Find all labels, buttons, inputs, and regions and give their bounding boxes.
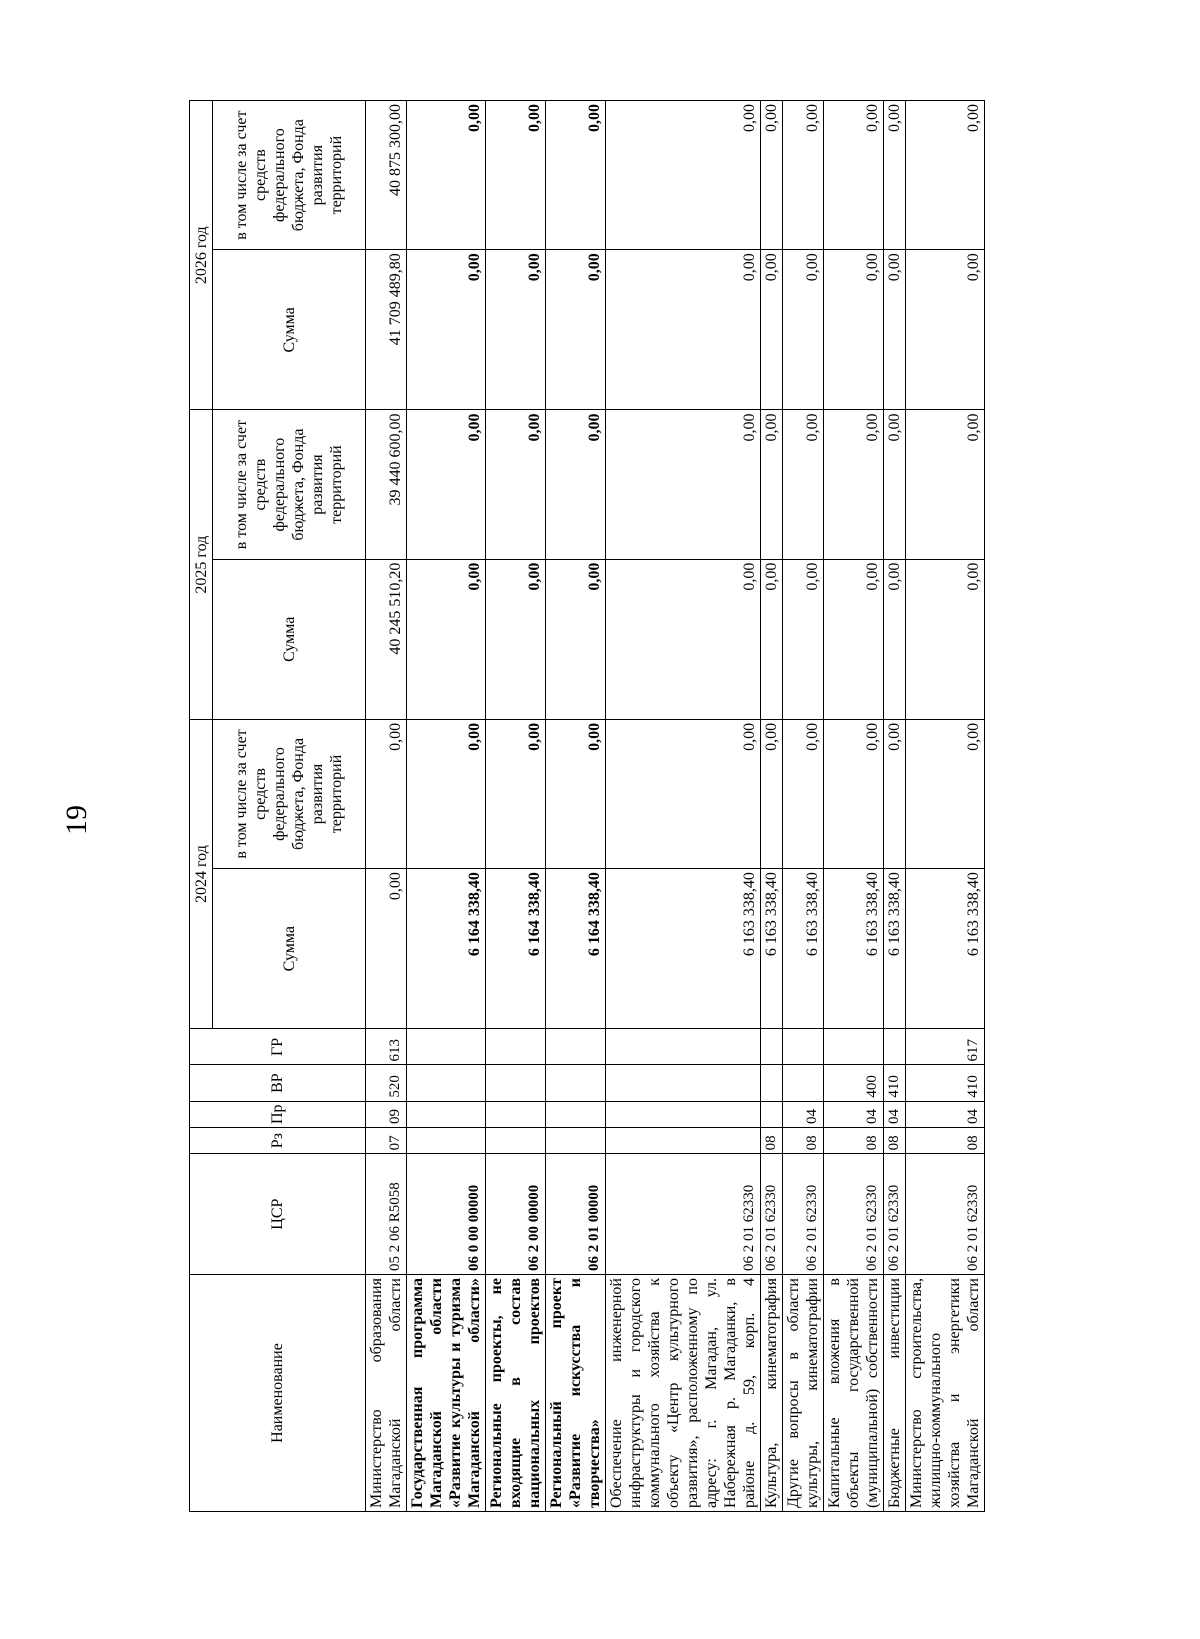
federal-2024-cell: 0,00 bbox=[824, 719, 884, 868]
rz-cell bbox=[546, 1128, 606, 1154]
federal-2026-cell: 40 875 300,00 bbox=[366, 101, 407, 250]
header-incl-2025: в том числе за счет средств федерального бюджета, Фонда развития территорий bbox=[213, 410, 366, 559]
federal-2025-cell: 0,00 bbox=[606, 410, 761, 559]
gr-cell bbox=[407, 1029, 486, 1065]
federal-2025-cell: 0,00 bbox=[761, 410, 783, 559]
name-cell: Культура, кинематография bbox=[761, 1275, 783, 1512]
sum-2024-cell: 6 163 338,40 bbox=[761, 869, 783, 1029]
pr-cell: 04 bbox=[884, 1101, 906, 1127]
sum-2026-cell: 0,00 bbox=[824, 250, 884, 410]
pr-cell bbox=[761, 1101, 783, 1127]
gr-cell bbox=[761, 1029, 783, 1065]
federal-2025-cell: 39 440 600,00 bbox=[366, 410, 407, 559]
header-name: Наименование bbox=[190, 1275, 366, 1512]
federal-2026-cell: 0,00 bbox=[906, 101, 985, 250]
federal-2024-cell: 0,00 bbox=[761, 719, 783, 868]
budget-table-rotated bbox=[189, 100, 1066, 1512]
gr-cell bbox=[606, 1029, 761, 1065]
vr-cell bbox=[783, 1065, 824, 1101]
federal-2025-cell: 0,00 bbox=[783, 410, 824, 559]
pr-cell: 04 bbox=[824, 1101, 884, 1127]
sum-2025-cell: 0,00 bbox=[761, 559, 783, 719]
name-cell: Капитальные вложения в объекты государственной (муниципальной) собственности bbox=[824, 1275, 884, 1512]
header-incl-2026: в том числе за счет средств федерального бюджета, Фонда развития территорий bbox=[213, 101, 366, 250]
header-year-2026: 2026 год bbox=[190, 101, 213, 410]
table-row bbox=[824, 101, 884, 1512]
vr-cell: 520 bbox=[366, 1065, 407, 1101]
vr-cell bbox=[761, 1065, 783, 1101]
federal-2024-cell: 0,00 bbox=[783, 719, 824, 868]
gr-cell bbox=[884, 1029, 906, 1065]
federal-2024-cell: 0,00 bbox=[366, 719, 407, 868]
sum-2026-cell: 41 709 489,80 bbox=[366, 250, 407, 410]
csr-cell: 06 0 00 00000 bbox=[407, 1154, 486, 1275]
csr-cell: 06 2 01 62330 bbox=[783, 1154, 824, 1275]
federal-2026-cell: 0,00 bbox=[407, 101, 486, 250]
sum-2024-cell: 6 163 338,40 bbox=[606, 869, 761, 1029]
sum-2024-cell: 6 163 338,40 bbox=[884, 869, 906, 1029]
table-row bbox=[546, 101, 606, 1512]
header-year-2025: 2025 год bbox=[190, 410, 213, 719]
name-cell: Региональные проекты, не входящие в состав национальных проектов bbox=[486, 1275, 546, 1512]
vr-cell: 400 bbox=[824, 1065, 884, 1101]
table-row bbox=[407, 101, 486, 1512]
federal-2025-cell: 0,00 bbox=[486, 410, 546, 559]
csr-cell: 05 2 06 R5058 bbox=[366, 1154, 407, 1275]
pr-cell: 04 bbox=[783, 1101, 824, 1127]
sum-2026-cell: 0,00 bbox=[606, 250, 761, 410]
federal-2026-cell: 0,00 bbox=[486, 101, 546, 250]
gr-cell bbox=[783, 1029, 824, 1065]
table-row bbox=[366, 101, 407, 1512]
sum-2025-cell: 0,00 bbox=[884, 559, 906, 719]
federal-2024-cell: 0,00 bbox=[884, 719, 906, 868]
csr-cell: 06 2 01 00000 bbox=[546, 1154, 606, 1275]
pr-cell bbox=[486, 1101, 546, 1127]
gr-cell bbox=[486, 1029, 546, 1065]
federal-2026-cell: 0,00 bbox=[783, 101, 824, 250]
federal-2024-cell: 0,00 bbox=[546, 719, 606, 868]
header-csr: ЦСР bbox=[190, 1154, 366, 1275]
pr-cell bbox=[546, 1101, 606, 1127]
header-rz: Рз bbox=[190, 1128, 366, 1154]
federal-2025-cell: 0,00 bbox=[906, 410, 985, 559]
sum-2026-cell: 0,00 bbox=[407, 250, 486, 410]
csr-cell: 06 2 00 00000 bbox=[486, 1154, 546, 1275]
rz-cell: 08 bbox=[761, 1128, 783, 1154]
federal-2024-cell: 0,00 bbox=[486, 719, 546, 868]
sum-2024-cell: 6 163 338,40 bbox=[906, 869, 985, 1029]
sum-2024-cell: 6 164 338,40 bbox=[486, 869, 546, 1029]
federal-2025-cell: 0,00 bbox=[824, 410, 884, 559]
rz-cell: 08 bbox=[884, 1128, 906, 1154]
vr-cell: 410 bbox=[906, 1065, 985, 1101]
rz-cell bbox=[606, 1128, 761, 1154]
sum-2024-cell: 0,00 bbox=[366, 869, 407, 1029]
table-row bbox=[486, 101, 546, 1512]
name-cell: Министерство строительства, жилищно-коммунального хозяйства и энергетики Магаданской области bbox=[906, 1275, 985, 1512]
sum-2026-cell: 0,00 bbox=[884, 250, 906, 410]
name-cell: Бюджетные инвестиции bbox=[884, 1275, 906, 1512]
sum-2024-cell: 6 163 338,40 bbox=[783, 869, 824, 1029]
name-cell: Обеспечение инженерной инфраструктуры и городского коммунального хозяйства к объекту «Центр культурного развития», расположенному по адресу: г. Магадан, ул. Набережная р. Магаданки, в районе д. 59, корп. 4 bbox=[606, 1275, 761, 1512]
sum-2025-cell: 0,00 bbox=[546, 559, 606, 719]
sum-2026-cell: 0,00 bbox=[761, 250, 783, 410]
vr-cell bbox=[606, 1065, 761, 1101]
header-row-years bbox=[190, 101, 213, 1512]
gr-cell: 613 bbox=[366, 1029, 407, 1065]
sum-2025-cell: 40 245 510,20 bbox=[366, 559, 407, 719]
header-sum-2024: Сумма bbox=[213, 869, 366, 1029]
table-body bbox=[366, 101, 985, 1512]
header-sum-2025: Сумма bbox=[213, 559, 366, 719]
header-vr: ВР bbox=[190, 1065, 366, 1101]
pr-cell: 09 bbox=[366, 1101, 407, 1127]
header-year-2024: 2024 год bbox=[190, 719, 213, 1028]
federal-2024-cell: 0,00 bbox=[407, 719, 486, 868]
sum-2024-cell: 6 164 338,40 bbox=[546, 869, 606, 1029]
sum-2026-cell: 0,00 bbox=[546, 250, 606, 410]
sum-2025-cell: 0,00 bbox=[486, 559, 546, 719]
federal-2025-cell: 0,00 bbox=[546, 410, 606, 559]
federal-2026-cell: 0,00 bbox=[546, 101, 606, 250]
vr-cell: 410 bbox=[884, 1065, 906, 1101]
gr-cell: 617 bbox=[906, 1029, 985, 1065]
federal-2026-cell: 0,00 bbox=[884, 101, 906, 250]
sum-2025-cell: 0,00 bbox=[824, 559, 884, 719]
rz-cell: 08 bbox=[824, 1128, 884, 1154]
header-pr: Пр bbox=[190, 1101, 366, 1127]
page-number: 19 bbox=[60, 805, 93, 835]
rz-cell bbox=[486, 1128, 546, 1154]
name-cell: Государственная программа Магаданской области «Развитие культуры и туризма Магаданской области» bbox=[407, 1275, 486, 1512]
pr-cell bbox=[407, 1101, 486, 1127]
header-sum-2026: Сумма bbox=[213, 250, 366, 410]
sum-2025-cell: 0,00 bbox=[606, 559, 761, 719]
csr-cell: 06 2 01 62330 bbox=[884, 1154, 906, 1275]
sum-2025-cell: 0,00 bbox=[906, 559, 985, 719]
table-row bbox=[606, 101, 761, 1512]
name-cell: Министерство образования Магаданской области bbox=[366, 1275, 407, 1512]
table-row bbox=[906, 101, 985, 1512]
csr-cell: 06 2 01 62330 bbox=[761, 1154, 783, 1275]
rz-cell: 08 bbox=[783, 1128, 824, 1154]
rz-cell: 08 bbox=[906, 1128, 985, 1154]
rz-cell bbox=[407, 1128, 486, 1154]
name-cell: Региональный проект «Развитие искусства и творчества» bbox=[546, 1275, 606, 1512]
sum-2026-cell: 0,00 bbox=[783, 250, 824, 410]
gr-cell bbox=[824, 1029, 884, 1065]
federal-2026-cell: 0,00 bbox=[824, 101, 884, 250]
sum-2026-cell: 0,00 bbox=[906, 250, 985, 410]
budget-table bbox=[189, 100, 985, 1512]
federal-2026-cell: 0,00 bbox=[761, 101, 783, 250]
vr-cell bbox=[486, 1065, 546, 1101]
table-row bbox=[761, 101, 783, 1512]
table-row bbox=[783, 101, 824, 1512]
sum-2025-cell: 0,00 bbox=[407, 559, 486, 719]
rz-cell: 07 bbox=[366, 1128, 407, 1154]
federal-2024-cell: 0,00 bbox=[606, 719, 761, 868]
gr-cell bbox=[546, 1029, 606, 1065]
sum-2024-cell: 6 164 338,40 bbox=[407, 869, 486, 1029]
csr-cell: 06 2 01 62330 bbox=[906, 1154, 985, 1275]
header-gr: ГР bbox=[190, 1029, 366, 1065]
federal-2026-cell: 0,00 bbox=[606, 101, 761, 250]
federal-2025-cell: 0,00 bbox=[407, 410, 486, 559]
csr-cell: 06 2 01 62330 bbox=[824, 1154, 884, 1275]
table-row bbox=[884, 101, 906, 1512]
sum-2026-cell: 0,00 bbox=[486, 250, 546, 410]
name-cell: Другие вопросы в области культуры, кинематографии bbox=[783, 1275, 824, 1512]
sum-2025-cell: 0,00 bbox=[783, 559, 824, 719]
csr-cell: 06 2 01 62330 bbox=[606, 1154, 761, 1275]
header-incl-2024: в том числе за счет средств федерального бюджета, Фонда развития территорий bbox=[213, 719, 366, 868]
vr-cell bbox=[546, 1065, 606, 1101]
pr-cell: 04 bbox=[906, 1101, 985, 1127]
federal-2025-cell: 0,00 bbox=[884, 410, 906, 559]
vr-cell bbox=[407, 1065, 486, 1101]
federal-2024-cell: 0,00 bbox=[906, 719, 985, 868]
sum-2024-cell: 6 163 338,40 bbox=[824, 869, 884, 1029]
pr-cell bbox=[606, 1101, 761, 1127]
